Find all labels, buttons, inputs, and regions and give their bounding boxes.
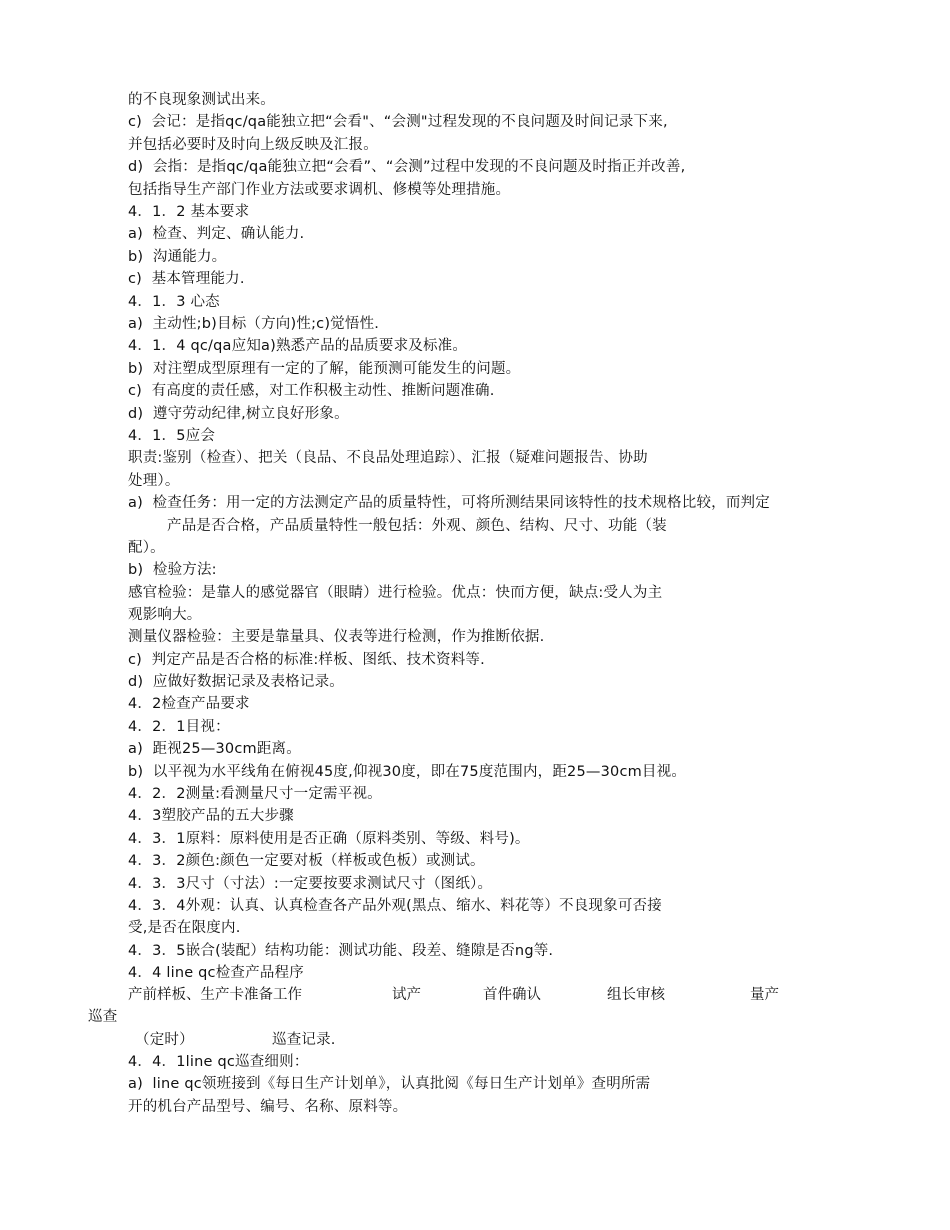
flow-step: 巡查记录. (272, 1032, 336, 1048)
text-line: b) 检验方法: (128, 562, 217, 578)
flow-step: 巡查 (88, 1009, 118, 1025)
flow-step: 试产 (392, 987, 421, 1003)
section-heading: 4．3塑胶产品的五大步骤 (128, 808, 294, 824)
section-heading: 4．4．1line qc巡查细则： (128, 1054, 309, 1070)
text-line: 开的机台产品型号、编号、名称、原料等。 (128, 1099, 408, 1115)
text-line: 观影响大。 (128, 607, 202, 623)
section-heading: 4．4 line qc检查产品程序 (128, 965, 304, 981)
text-line: c) 基本管理能力. (128, 271, 245, 287)
text-line: a) 检查任务：用一定的方法测定产品的质量特性，可将所测结果同该特性的技术规格比较，而判定 (128, 495, 770, 511)
text-line: 并包括必要时及时向上级反映及汇报。 (128, 137, 378, 153)
section-heading: 4．2检查产品要求 (128, 696, 250, 712)
text-line: 4．3．5嵌合(装配）结构功能：测试功能、段差、缝隙是否ng等. (128, 943, 554, 959)
text-line: 感官检验：是靠人的感觉器官（眼睛）进行检验。优点：快而方便，缺点:受人为主 (128, 585, 663, 601)
text-line: 受,是否在限度内. (128, 920, 241, 936)
text-line: 4．3．2颜色:颜色一定要对板（样板或色板）或测试。 (128, 853, 485, 869)
text-line: 测量仪器检验：主要是靠量具、仪表等进行检测，作为推断依据. (128, 629, 545, 645)
text-line: 4．3．1原料：原料使用是否正确（原料类别、等级、料号)。 (128, 831, 530, 847)
text-line: a) 检查、判定、确认能力. (128, 226, 305, 242)
text-line: c) 判定产品是否合格的标准:样板、图纸、技术资料等. (128, 652, 485, 668)
section-heading: 4．1．5应会 (128, 428, 216, 444)
text-line: 配）。 (128, 540, 165, 556)
flow-step: 产前样板、生产卡准备工作 (128, 987, 302, 1003)
text-line: d) 遵守劳动纪律,树立良好形象。 (128, 406, 349, 422)
flow-step: 量产 (750, 987, 779, 1003)
section-heading: 4．1．3 心态 (128, 294, 220, 310)
text-line: 处理）。 (128, 473, 180, 489)
flow-step: 首件确认 (483, 987, 541, 1003)
text-line: d) 会指：是指qc/qa能独立把“会看”、“会测”过程中发现的不良问题及时指正并改善, (128, 159, 686, 175)
text-line: 4．3．4外观：认真、认真检查各产品外观(黑点、缩水、料花等）不良现象可否接 (128, 898, 662, 914)
text-line: 4．1．4 qc/qa应知a)熟悉产品的品质要求及标准。 (128, 338, 468, 354)
text-line: a) 距视25—30cm距离。 (128, 741, 301, 757)
text-line: c) 有高度的责任感，对工作积极主动性、推断问题准确. (128, 383, 495, 399)
text-line: 产品是否合格，产品质量特性一般包括：外观、颜色、结构、尺寸、功能（装 (167, 518, 667, 534)
text-line: 4．2．2测量:看测量尺寸一定需平视。 (128, 786, 382, 802)
text-line: d) 应做好数据记录及表格记录。 (128, 674, 344, 690)
flow-step-note: （定时） (135, 1032, 194, 1048)
text-line: 的不良现象测试出来。 (128, 92, 275, 108)
section-heading: 4．2．1目视： (128, 719, 230, 735)
text-line: b) 对注塑成型原理有一定的了解，能预测可能发生的问题。 (128, 361, 521, 377)
text-line: 职责:鉴别（检查）、把关（良品、不良品处理追踪）、汇报（疑难问题报告、协助 (128, 450, 648, 466)
text-line: 包括指导生产部门作业方法或要求调机、修模等处理措施。 (128, 182, 511, 198)
text-line: b) 以平视为水平线角在俯视45度,仰视30度，即在75度范围内，距25—30cm目视。 (128, 764, 687, 780)
text-line: a) 主动性;b)目标（方向)性;c)觉悟性. (128, 316, 380, 332)
text-line: b) 沟通能力。 (128, 249, 227, 265)
text-line: 4．3．3尺寸（寸法）:一定要按要求测试尺寸（图纸）。 (128, 876, 493, 892)
section-heading: 4．1．2 基本要求 (128, 204, 250, 220)
flow-step: 组长审核 (607, 987, 665, 1003)
text-line: a) line qc领班接到《每日生产计划单》，认真批阅《每日生产计划单》查明所需 (128, 1076, 651, 1092)
text-line: c) 会记：是指qc/qa能独立把“会看"、“会测"过程发现的不良问题及时间记录下来, (128, 114, 668, 130)
